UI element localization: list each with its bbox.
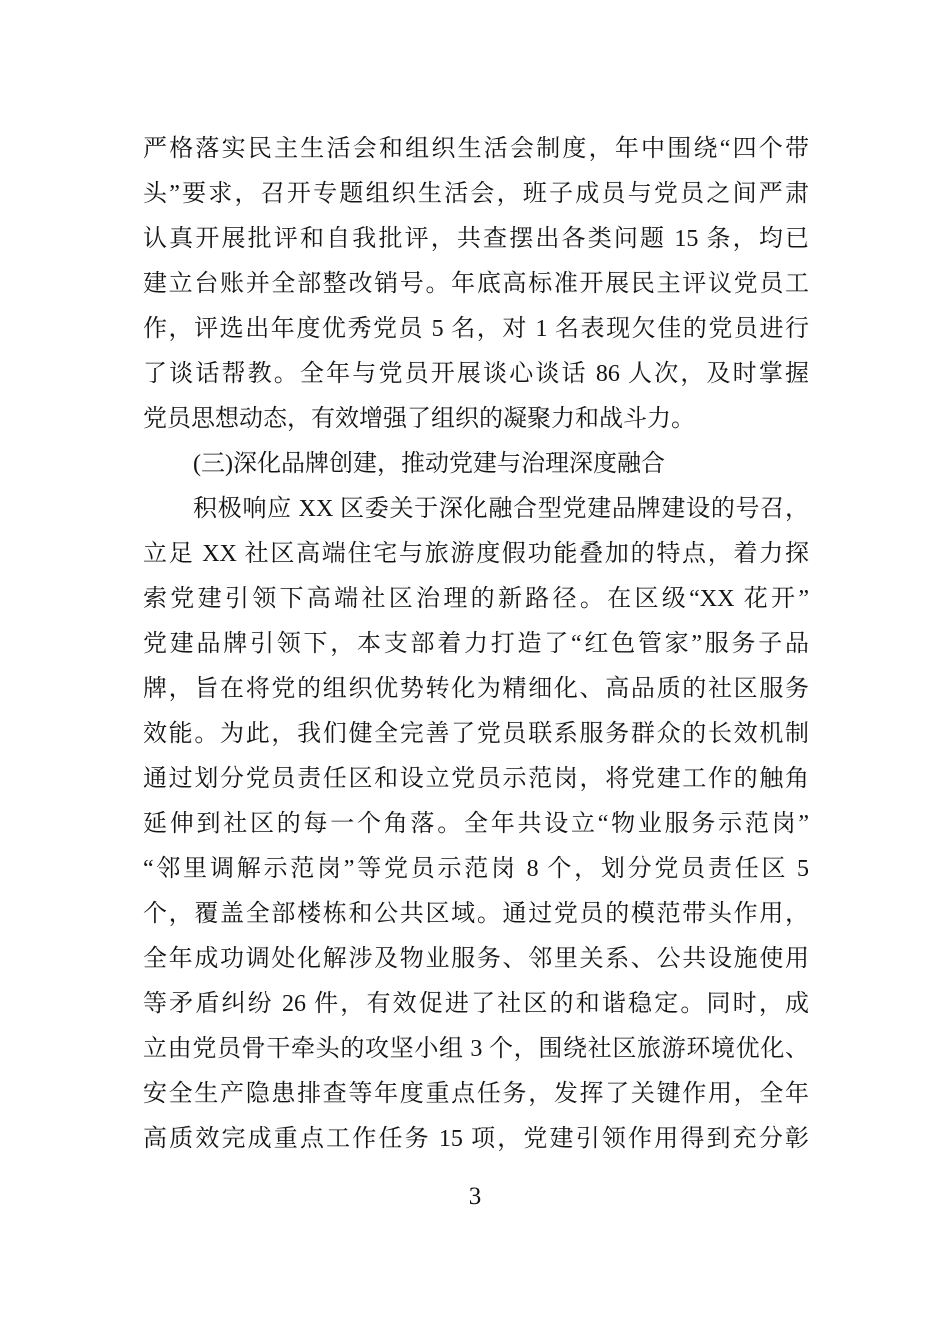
body-text-line: 了谈话帮教。全年与党员开展谈心谈话 86 人次，及时掌握 [143, 361, 809, 387]
body-text-line: 立由党员骨干牵头的攻坚小组 3 个，围绕社区旅游环境优化、 [143, 1036, 809, 1062]
body-text-line: 延伸到社区的每一个角落。全年共设立“物业服务示范岗” [143, 811, 809, 837]
body-text-line: 牌，旨在将党的组织优势转化为精细化、高品质的社区服务 [143, 676, 809, 702]
body-text-line: 党员思想动态，有效增强了组织的凝聚力和战斗力。 [143, 406, 695, 432]
body-text-line: 积极响应 XX 区委关于深化融合型党建品牌建设的号召， [193, 496, 809, 522]
body-text-line: 严格落实民主生活会和组织生活会制度，年中围绕“四个带 [143, 136, 809, 162]
body-text-line: 高质效完成重点工作任务 15 项，党建引领作用得到充分彰 [143, 1126, 809, 1152]
body-text-line: 安全生产隐患排查等年度重点任务，发挥了关键作用，全年 [143, 1081, 809, 1107]
body-text-line: 作，评选出年度优秀党员 5 名，对 1 名表现欠佳的党员进行 [143, 316, 809, 342]
body-text-line: 认真开展批评和自我批评，共查摆出各类问题 15 条，均已 [143, 226, 809, 252]
body-text-line: 党建品牌引领下，本支部着力打造了“红色管家”服务子品 [143, 631, 809, 657]
body-text-line: 通过划分党员责任区和设立党员示范岗，将党建工作的触角 [143, 766, 809, 792]
body-text-line: 个，覆盖全部楼栋和公共区域。通过党员的模范带头作用， [143, 901, 809, 927]
body-text-line: 全年成功调处化解涉及物业服务、邻里关系、公共设施使用 [143, 946, 809, 972]
body-text-line: 效能。为此，我们健全完善了党员联系服务群众的长效机制 [143, 721, 809, 747]
document-body-text [143, 127, 809, 1162]
body-text-line: 立足 XX 社区高端住宅与旅游度假功能叠加的特点，着力探 [143, 541, 809, 567]
body-text-line: “邻里调解示范岗”等党员示范岗 8 个，划分党员责任区 5 [143, 856, 809, 882]
body-text-line: 索党建引领下高端社区治理的新路径。在区级“XX 花开” [143, 586, 809, 612]
page-number: 3 [468, 1183, 482, 1210]
section-heading: (三)深化品牌创建，推动党建与治理深度融合 [193, 451, 665, 477]
body-text-line: 头”要求，召开专题组织生活会，班子成员与党员之间严肃 [143, 181, 809, 207]
body-text-line: 等矛盾纠纷 26 件，有效促进了社区的和谐稳定。同时，成 [143, 991, 809, 1017]
body-text-line: 建立台账并全部整改销号。年底高标准开展民主评议党员工 [143, 271, 809, 297]
